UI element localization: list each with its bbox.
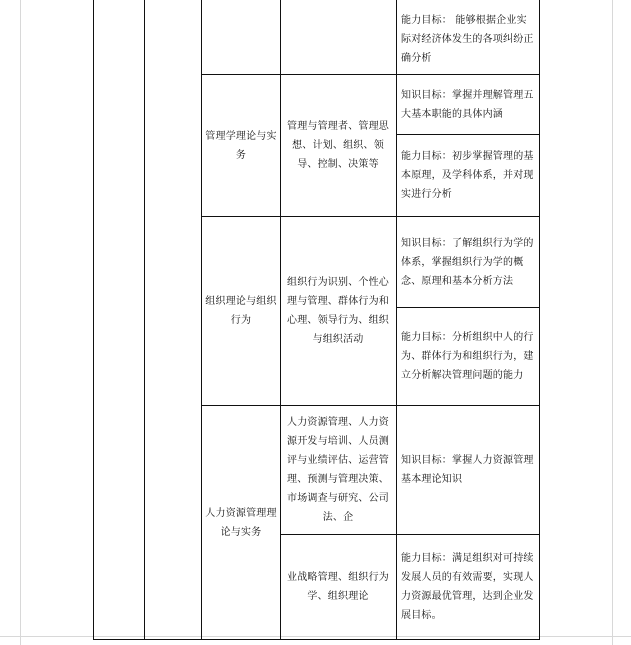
objective-text: 知识目标：掌握并理解管理五大基本职能的具体内涵 — [401, 89, 534, 120]
row3-objective-ability — [401, 535, 535, 639]
table-border-col4 — [396, 0, 397, 640]
row1-course-content — [284, 75, 392, 216]
table-border-right — [539, 0, 540, 640]
objective-text: 知识目标：了解组织行为学的体系，掌握组织行为学的概念、原理和基本分析方法 — [401, 237, 534, 287]
row1-objective-ability — [401, 135, 535, 216]
objective-text: 知识目标：掌握人力资源管理基本理论知识 — [401, 455, 534, 485]
table-border-left — [93, 0, 94, 640]
course-name-text: 人力资源管理理论与实务 — [205, 507, 277, 538]
objective-text: 能力目标： 能够根据企业实际对经济体发生的各项纠纷正确分析 — [401, 14, 534, 64]
course-content-text: 人力资源管理、人力资源开发与培训、人员测评与业绩评估、运营管理、预测与管理决策、市场调查与研究、公司法、企 — [287, 417, 389, 523]
row3-course-content-part2 — [284, 535, 392, 639]
row2-course-name — [205, 217, 277, 405]
course-name-text: 管理学理论与实务 — [205, 130, 277, 161]
table-border-col2 — [201, 0, 202, 640]
row2-course-content — [284, 217, 392, 405]
course-name-text: 组织理论与组织行为 — [205, 296, 277, 326]
course-content-text: 业战略管理、组织行为学、组织理论 — [287, 572, 389, 602]
row3-course-name — [205, 406, 277, 639]
row2-objective-knowledge — [401, 217, 535, 307]
margin-guide-left — [20, 0, 21, 645]
row2-objective-ability — [401, 308, 535, 405]
course-content-text: 管理与管理者、管理思想、计划、组织、领导、控制、决策等 — [287, 121, 389, 170]
table-border-col1 — [144, 0, 145, 640]
objective-text: 能力目标：初步掌握管理的基本原理，及学科体系，并对现实进行分析 — [401, 151, 534, 200]
row0-objective-ability — [401, 8, 535, 70]
course-content-text: 组织行为识别、个性心理与管理、群体行为和心理、领导行为、组织与组织活动 — [287, 277, 389, 345]
row3-course-content-part1 — [284, 406, 392, 534]
objective-text: 能力目标：满足组织对可持续发展人员的有效需要，实现人力资源最优管理，达到企业发展目标。 — [401, 553, 534, 621]
row1-objective-knowledge — [401, 75, 535, 134]
objective-text: 能力目标：分析组织中人的行为、群体行为和组织行为，建立分析解决管理问题的能力 — [401, 332, 534, 381]
table-border-bottom — [93, 639, 540, 640]
row3-objective-knowledge — [401, 406, 535, 534]
row1-course-name — [205, 75, 277, 216]
table-border-col3 — [280, 0, 281, 640]
margin-guide-right — [612, 0, 613, 645]
